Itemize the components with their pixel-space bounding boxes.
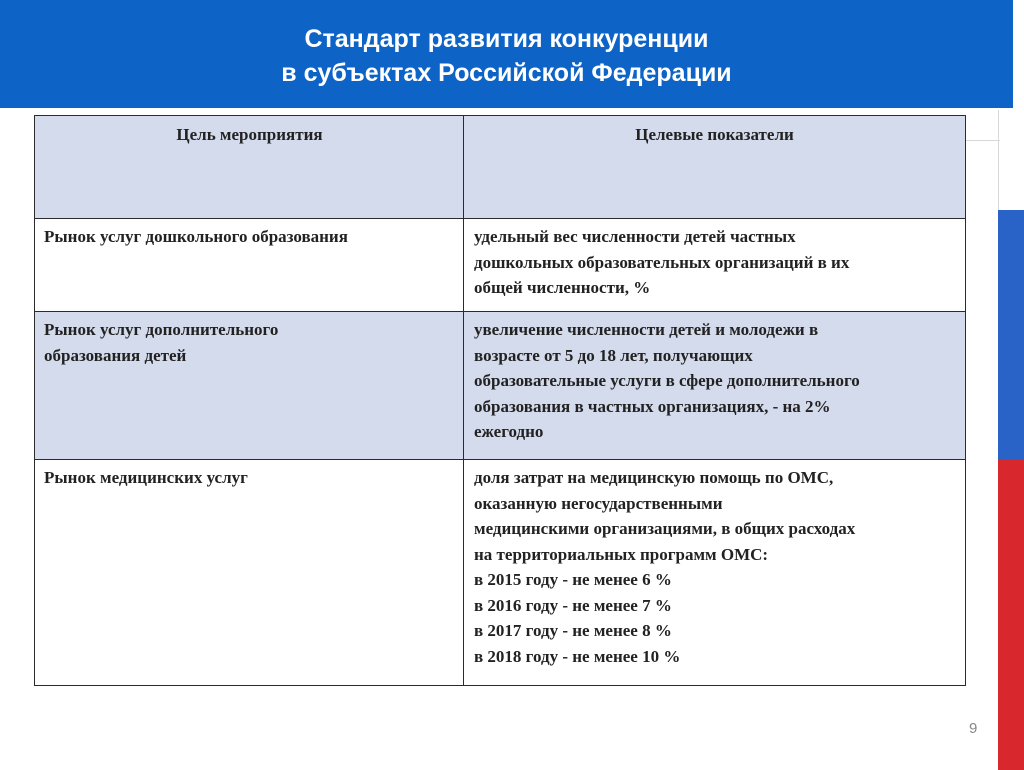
indicator-line: на территориальных программ ОМС: [474,544,769,564]
table-header-row [35,116,966,219]
indicator-line: в 2018 году - не менее 10 % [474,646,681,666]
indicator-line: возрасте от 5 до 18 лет, получающих [474,345,753,365]
indicator-line: ежегодно [474,422,544,441]
goal-text: Рынок медицинских услуг [44,468,248,487]
flag-red-stripe [998,460,1024,770]
indicator-line: образовательные услуги в сфере дополнительного [474,371,860,390]
goal-cell [35,460,464,686]
table-row [35,460,966,686]
indicator-line: медицинскими организациями, в общих расходах [474,519,856,538]
indicator-line: удельный вес численности детей частных [474,227,796,246]
indicator-line: увеличение численности детей и молодежи в [474,320,819,339]
table-row [35,219,966,312]
goal-text: образования детей [44,345,187,365]
indicator-line: общей численности, % [474,278,651,297]
title-line-2: в субъектах Российской Федерации [281,59,732,87]
title-line-1: Стандарт развития конкуренции [304,25,709,53]
indicator-line: образования в частных организациях, - на 2% [474,396,831,416]
indicator-cell [464,460,966,686]
header-goal: Цель мероприятия [35,116,464,219]
indicator-line: в 2016 году - не менее 7 % [474,595,672,615]
title-banner [0,0,1013,108]
competition-standard-table [34,115,966,686]
goal-text: Рынок услуг дополнительного [44,320,279,339]
flag-blue-stripe [998,210,1024,460]
indicator-cell [464,312,966,460]
slide-title [0,22,1013,90]
indicator-cell [464,219,966,312]
indicator-line: в 2017 году - не менее 8 % [474,621,672,640]
indicator-line: дошкольных образовательных организаций в их [474,252,850,272]
indicator-line: доля затрат на медицинскую помощь по ОМС, [474,468,834,487]
header-indicators: Целевые показатели [464,116,966,219]
russian-flag-decoration [998,210,1024,770]
decorative-divider-horizontal [965,140,1000,141]
goal-cell [35,219,464,312]
page-number: 9 [969,720,978,737]
table-row [35,312,966,460]
indicator-line: в 2015 году - не менее 6 % [474,570,672,589]
goal-cell [35,312,464,460]
goal-text: Рынок услуг дошкольного образования [44,227,348,246]
indicator-line: оказанную негосударственными [474,493,723,513]
